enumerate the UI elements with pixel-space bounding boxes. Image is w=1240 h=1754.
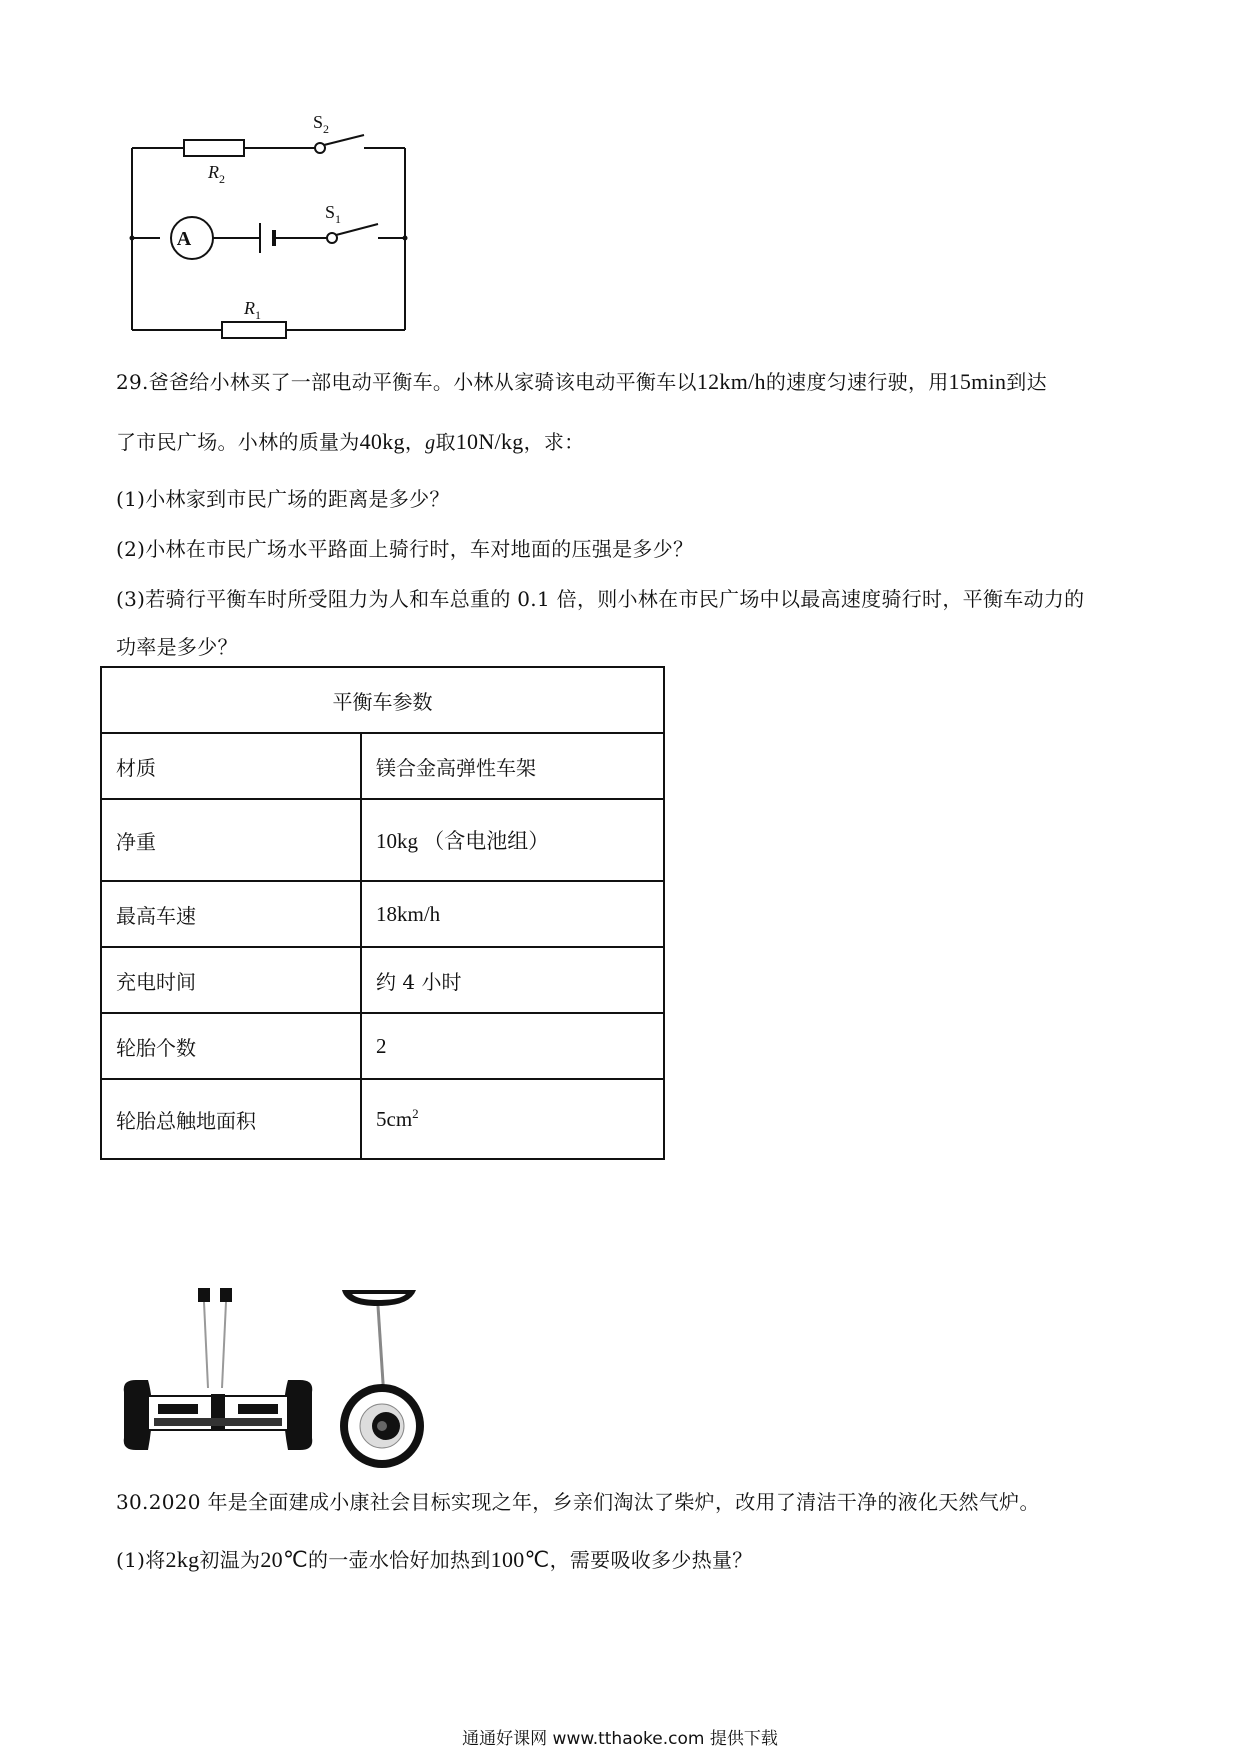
switch-s1-blade [336, 224, 378, 235]
table-cell-label: 充电时间 [101, 947, 361, 1013]
q29-line2: 了市民广场。小林的质量为40kg，g取10N/kg，求： [116, 429, 585, 454]
q30-line1: 30.2020 年是全面建成小康社会目标实现之年，乡亲们淘汰了柴炉，改用了清洁干净的液化天然气炉。 [116, 1490, 1040, 1514]
resistor-r1 [222, 322, 286, 338]
table-row [101, 881, 664, 947]
q29-sub3-line2: 功率是多少？ [116, 635, 238, 659]
q29-line1: 29.爸爸给小林买了一部电动平衡车。小林从家骑该电动平衡车以12km/h的速度匀速行驶，用15min到达 [116, 369, 1047, 394]
table-cell-label: 最高车速 [101, 881, 361, 947]
table-cell-value: 镁合金高弹性车架 [361, 733, 664, 799]
table-cell-value: 18km/h [361, 881, 664, 947]
label-ammeter: A [176, 228, 192, 250]
table-row [101, 733, 664, 799]
circuit-diagram [120, 108, 420, 348]
table-title: 平衡车参数 [101, 667, 664, 733]
table-cell-label: 轮胎总触地面积 [101, 1079, 361, 1159]
resistor-r2 [184, 140, 244, 156]
balance-car-side-view-image [330, 1286, 440, 1468]
table-row [101, 947, 664, 1013]
table-row [101, 799, 664, 881]
table-row [101, 1079, 664, 1159]
balance-car-front-view-image [118, 1288, 318, 1468]
q29-sub1: (1)小林家到市民广场的距离是多少？ [116, 487, 450, 511]
balance-car-params-table [100, 666, 665, 1160]
table-row [101, 1013, 664, 1079]
table-cell-label: 材质 [101, 733, 361, 799]
q29-sub3-line1: (3)若骑行平衡车时所受阻力为人和车总重的 0.1 倍，则小林在市民广场中以最高速度骑行时，平衡车动力的 [116, 587, 1085, 611]
label-r2: $R_2$ [208, 162, 225, 186]
switch-s2-pivot [315, 143, 325, 153]
table-cell-value: $5cm^2$ [361, 1079, 664, 1159]
q29-sub2: (2)小林在市民广场水平路面上骑行时，车对地面的压强是多少？ [116, 537, 694, 561]
table-cell-value: 约 4 小时 [361, 947, 664, 1013]
table-cell-value: 2 [361, 1013, 664, 1079]
q30-sub1: (1)将2kg初温为20℃的一壶水恰好加热到100℃，需要吸收多少热量？ [116, 1547, 753, 1572]
table-cell-label: 轮胎个数 [101, 1013, 361, 1079]
label-s2: $S_2$ [313, 112, 330, 136]
switch-s2-blade [324, 135, 364, 145]
footer-download-note: 通通好课网 www.tthaoke.com 提供下载 [462, 1729, 778, 1749]
label-r1: $R_1$ [244, 298, 261, 322]
table-cell-value: 10kg （含电池组） [361, 799, 664, 881]
table-cell-label: 净重 [101, 799, 361, 881]
switch-s1-pivot [327, 233, 337, 243]
table-header-row [101, 667, 664, 733]
label-s1: $S_1$ [325, 202, 342, 226]
